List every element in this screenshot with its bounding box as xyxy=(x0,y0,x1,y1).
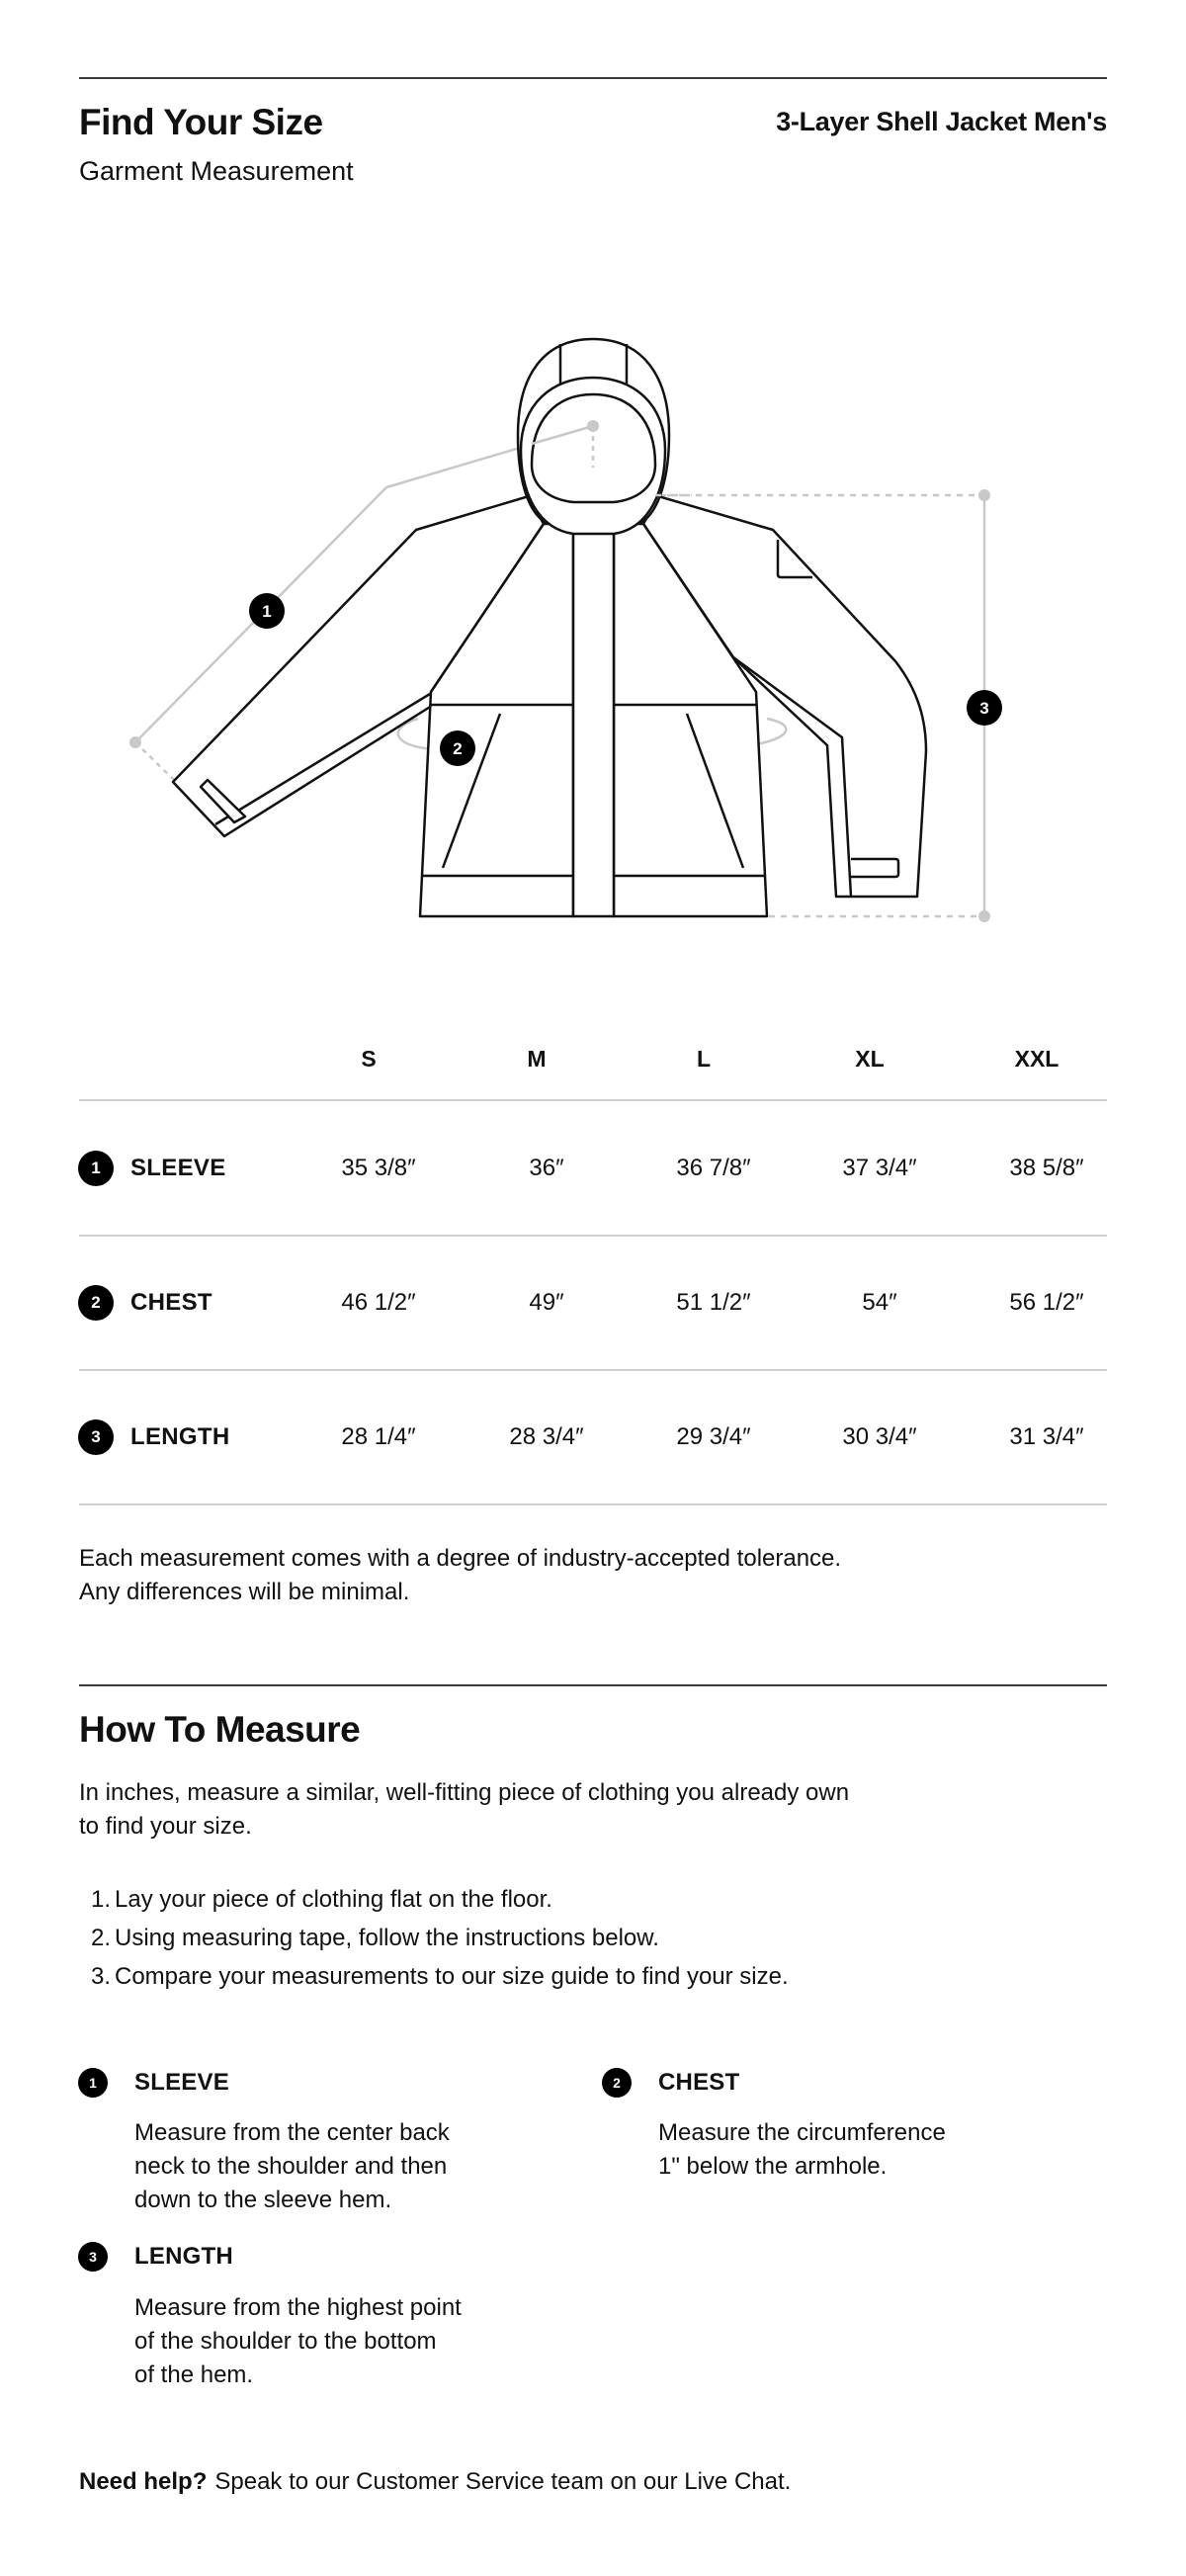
svg-text:1: 1 xyxy=(262,602,272,621)
col-header-l: L xyxy=(696,1046,712,1072)
col-header-xl: XL xyxy=(855,1046,885,1072)
measure-detail-line: Measure from the center back xyxy=(134,2119,450,2146)
list-item: 2. Using measuring tape, follow the instructions below. xyxy=(90,1925,659,1951)
tolerance-note-line-2: Any differences will be minimal. xyxy=(79,1579,410,1605)
row-number-badge: 3 xyxy=(78,1419,114,1455)
table-cell: 38 5/8″ xyxy=(1009,1155,1084,1181)
top-divider xyxy=(79,77,1107,79)
table-cell: 30 3/4″ xyxy=(842,1423,917,1450)
list-item: 3. Compare your measurements to our size guide to find your size. xyxy=(90,1963,789,1990)
how-to-measure-title: How To Measure xyxy=(79,1709,361,1750)
number-badge: 2 xyxy=(602,2068,632,2098)
list-item: 1. Lay your piece of clothing flat on the floor. xyxy=(90,1886,552,1913)
col-header-m: M xyxy=(527,1046,547,1072)
product-name: 3-Layer Shell Jacket Men's xyxy=(776,107,1107,136)
table-divider xyxy=(79,1369,1107,1371)
measure-detail-line: of the shoulder to the bottom xyxy=(134,2328,437,2355)
svg-text:2: 2 xyxy=(453,739,463,758)
measure-detail-line: Measure the circumference xyxy=(658,2119,946,2146)
jacket-illustration-icon xyxy=(0,297,1186,949)
table-cell: 46 1/2″ xyxy=(341,1289,416,1316)
number-badge: 1 xyxy=(78,2068,108,2098)
measure-detail-line: Measure from the highest point xyxy=(134,2294,462,2321)
row-number-badge: 2 xyxy=(78,1285,114,1321)
table-divider xyxy=(79,1235,1107,1237)
table-cell: 56 1/2″ xyxy=(1009,1289,1084,1316)
marker-3-icon xyxy=(967,690,1002,726)
row-label: SLEEVE xyxy=(130,1155,226,1181)
page-subtitle: Garment Measurement xyxy=(79,156,354,186)
tolerance-note-line-1: Each measurement comes with a degree of industry-accepted tolerance. xyxy=(79,1545,842,1572)
row-label: CHEST xyxy=(130,1289,212,1316)
measure-detail-title: CHEST xyxy=(658,2069,740,2096)
table-cell: 29 3/4″ xyxy=(676,1423,751,1450)
row-number-badge: 1 xyxy=(78,1151,114,1186)
table-cell: 36″ xyxy=(529,1155,564,1181)
page-title: Find Your Size xyxy=(79,102,323,142)
how-to-measure-intro-line-2: to find your size. xyxy=(79,1813,252,1840)
table-cell: 36 7/8″ xyxy=(676,1155,751,1181)
table-cell: 49″ xyxy=(529,1289,564,1316)
row-label: LENGTH xyxy=(130,1423,230,1450)
table-cell: 28 3/4″ xyxy=(509,1423,584,1450)
measure-detail-line: down to the sleeve hem. xyxy=(134,2187,392,2213)
table-cell: 31 3/4″ xyxy=(1009,1423,1084,1450)
help-label: Need help? xyxy=(79,2468,208,2495)
marker-1-icon xyxy=(249,593,285,629)
svg-text:3: 3 xyxy=(979,699,989,718)
jacket-diagram xyxy=(0,297,1186,949)
live-chat-text[interactable]: Speak to our Customer Service team on our Live Chat. xyxy=(214,2468,792,2495)
help-text xyxy=(79,2467,791,2497)
table-cell: 54″ xyxy=(862,1289,897,1316)
table-cell: 51 1/2″ xyxy=(676,1289,751,1316)
measure-detail-line: 1" below the armhole. xyxy=(658,2153,888,2180)
measure-detail-title: SLEEVE xyxy=(134,2069,229,2096)
col-header-xxl: XXL xyxy=(1014,1046,1059,1072)
number-badge: 3 xyxy=(78,2242,108,2272)
measure-detail-line: of the hem. xyxy=(134,2361,254,2388)
measure-detail-line: neck to the shoulder and then xyxy=(134,2153,448,2180)
section-divider xyxy=(79,1684,1107,1686)
table-divider xyxy=(79,1503,1107,1505)
how-to-measure-intro-line-1: In inches, measure a similar, well-fitting piece of clothing you already own xyxy=(79,1779,850,1806)
table-divider xyxy=(79,1099,1107,1101)
table-cell: 35 3/8″ xyxy=(341,1155,416,1181)
marker-2-icon xyxy=(440,730,475,766)
table-cell: 28 1/4″ xyxy=(341,1423,416,1450)
measure-steps-list xyxy=(79,1880,789,1996)
table-cell: 37 3/4″ xyxy=(842,1155,917,1181)
measure-detail-title: LENGTH xyxy=(134,2243,233,2270)
col-header-s: S xyxy=(361,1046,377,1072)
